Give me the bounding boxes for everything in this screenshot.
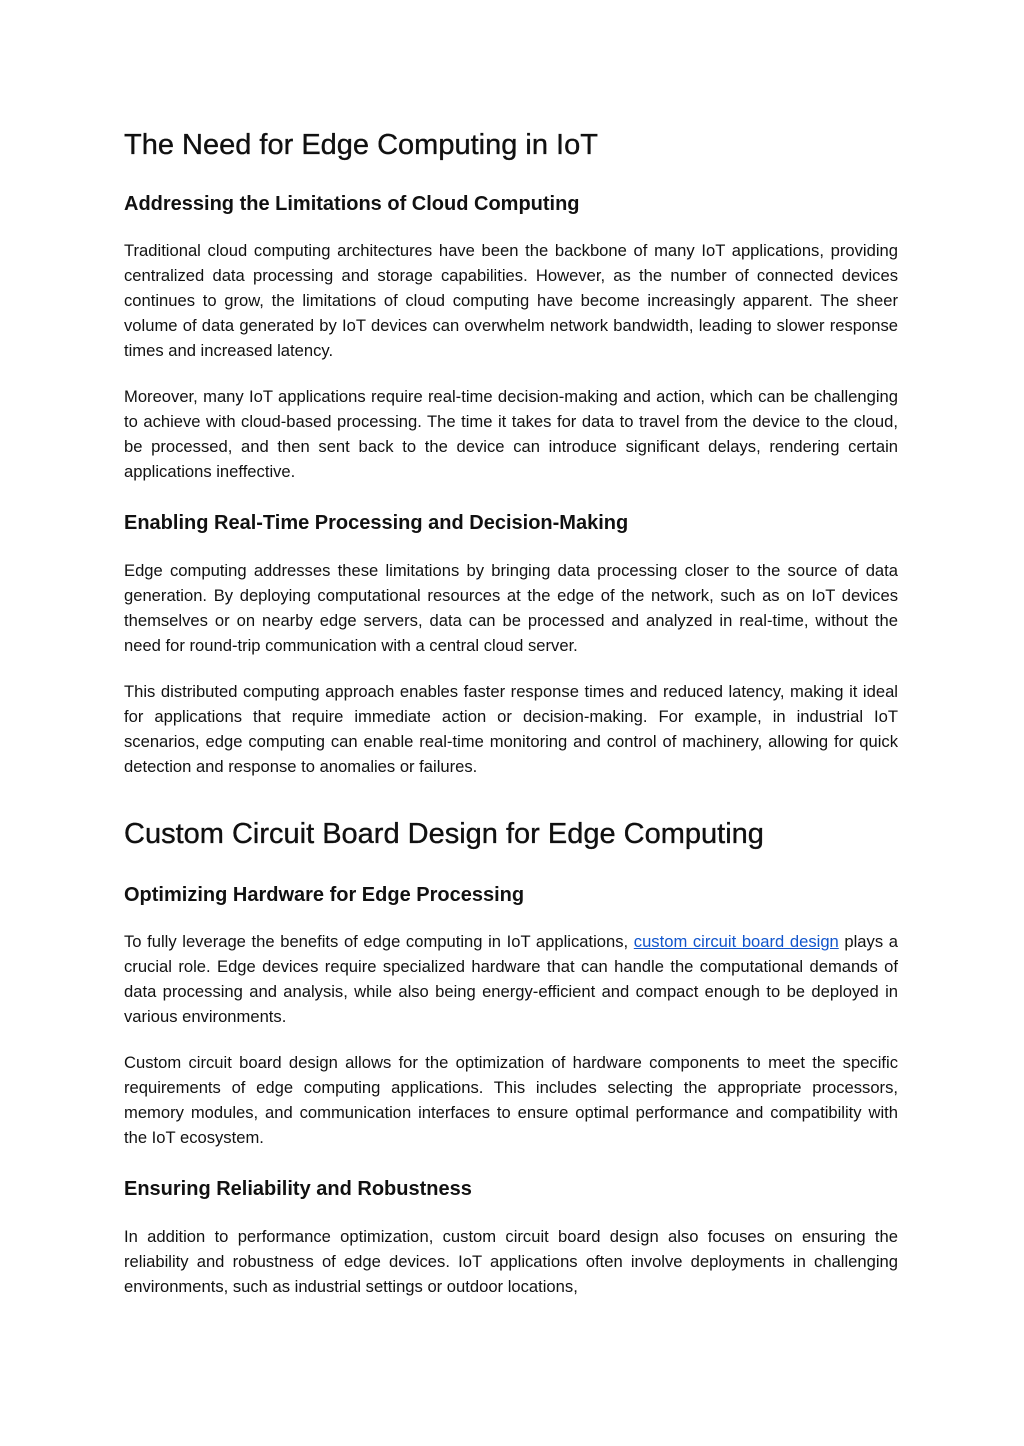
paragraph-realtime-challenges: Moreover, many IoT applications require real-time decision-making and action, which can be challenging to achieve with cloud-based processing. The time it takes for data to travel from the device to the cloud, be processed, and then sent back to the device can introduce significant delays, rendering certain applications ineffective. [124,387,898,481]
subheading-optimizing-hardware: Optimizing Hardware for Edge Processing [124,884,525,906]
subheading-reliability-robustness: Ensuring Reliability and Robustness [124,1178,472,1200]
subheading-cloud-limitations: Addressing the Limitations of Cloud Computing [124,193,580,215]
subheading-realtime-processing: Enabling Real-Time Processing and Decision-Making [124,512,629,534]
paragraph-leverage-benefits [124,929,898,1029]
paragraph-cloud-architectures: Traditional cloud computing architectures have been the backbone of many IoT applications, providing centralized data processing and storage capabilities. However, as the number of connected devices continues to grow, the limitations of cloud computing have become increasingly apparent. The sheer volume of data generated by IoT devices can overwhelm network bandwidth, leading to slower response times and increased latency. [124,241,898,360]
document-body [124,118,898,1299]
custom-circuit-board-design-link[interactable]: custom circuit board design [633,932,839,951]
paragraph-reliability: In addition to performance optimization, custom circuit board design also focuses on ensuring the reliability and robustness of edge devices. IoT applications often involve deployments in challenging environments, such as industrial settings or outdoor locations, [124,1227,898,1296]
paragraph-text-before-link: To fully leverage the benefits of edge computing in IoT applications, [124,932,634,951]
paragraph-hardware-optimization: Custom circuit board design allows for the optimization of hardware components to meet the specific requirements of edge computing applications. This includes selecting the appropriate processors, memory modules, and communication interfaces to ensure optimal performance and compatibility with the IoT ecosystem. [124,1053,898,1147]
paragraph-text-after-link: plays a crucial role. Edge devices require specialized hardware that can handle the computational demands of data processing and analysis, while also being energy-efficient and compact enough to be deployed in various environments. [124,932,898,1026]
section-title-custom-circuit-board: Custom Circuit Board Design for Edge Computing [124,818,764,850]
section-title-edge-computing: The Need for Edge Computing in IoT [124,129,598,161]
paragraph-distributed-approach: This distributed computing approach enables faster response times and reduced latency, making it ideal for applications that require immediate action or decision-making. For example, in industrial IoT scenarios, edge computing can enable real-time monitoring and control of machinery, allowing for quick detection and response to anomalies or failures. [124,682,898,776]
paragraph-edge-addresses-limitations: Edge computing addresses these limitations by bringing data processing closer to the source of data generation. By deploying computational resources at the edge of the network, such as on IoT devices themselves or on nearby edge servers, data can be processed and analyzed in real-time, without the need for round-trip communication with a central cloud server. [124,561,898,655]
